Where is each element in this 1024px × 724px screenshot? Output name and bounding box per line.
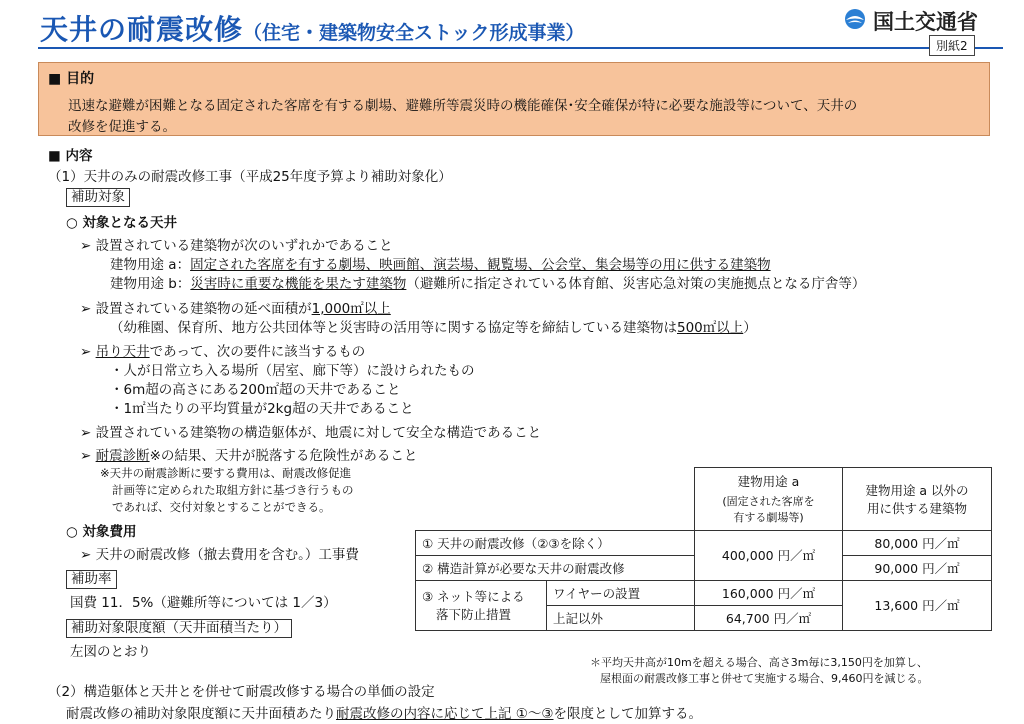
row2-label: ② 構造計算が必要な天井の耐震改修: [416, 555, 695, 580]
use-a-line: 建物用途 a：固定された客席を有する劇場、映画館、演芸場、観覧場、公会堂、集会場等の用に供する建築物: [110, 257, 771, 273]
limit-label: 補助対象限度額（天井面積当たり）: [66, 619, 292, 638]
subsidy-target-label: 補助対象: [66, 188, 130, 207]
diagnosis-note-3: であれば、交付対象とすることができる。: [112, 500, 331, 514]
ministry-logo-icon: [843, 8, 867, 30]
table-footnote-2: 屋根面の耐震改修工事と併せて実施する場合、9,460円を減じる。: [600, 672, 929, 685]
col-b-line2: 用に供する建築物: [866, 500, 967, 516]
col-a-subtitle2: 有する劇場等): [733, 511, 804, 525]
row2-value-b: 90,000 円／㎡: [843, 555, 992, 580]
col-b-line1: 建物用途 a 以外の: [865, 482, 969, 498]
page-subtitle: （住宅・建築物安全ストック形成事業）: [243, 22, 585, 44]
purpose-text-line1: 迅速な避難が困難となる固定された客席を有する劇場、避難所等震災時の機能確保･安全確保が特に必要な施設等について、天井の: [68, 98, 858, 114]
bullet-floor-area: ➢ 設置されている建築物の延べ面積が1,000㎡以上: [80, 301, 391, 317]
row3a-value-a: 160,000 円／㎡: [695, 580, 843, 605]
row3-label-line2: 落下防止措置: [436, 607, 512, 622]
diagnosis-note-1: ※天井の耐震診断に要する費用は、耐震改修促進: [100, 466, 352, 480]
target-ceiling-heading: ○ 対象となる天井: [66, 215, 177, 231]
item1-heading: （1）天井のみの耐震改修工事（平成25年度予算より補助対象化）: [48, 169, 452, 185]
row3b-value-a: 64,700 円／㎡: [695, 605, 843, 630]
table-row: [416, 530, 992, 555]
table-row: [416, 580, 992, 605]
page-title: 天井の耐震改修（住宅・建築物安全ストック形成事業）: [40, 13, 585, 46]
limit-text: 左図のとおり: [70, 644, 151, 660]
requirement-2: ・6m超の高さにある200㎡超の天井であること: [110, 382, 401, 398]
content-heading: ■ 内容: [48, 148, 93, 164]
floor-area-note: （幼稚園、保育所、地方公共団体等と災害時の活用等に関する協定等を締結している建築物は500㎡以上）: [110, 320, 757, 336]
bullet-structure-safe: ➢ 設置されている建築物の構造躯体が、地震に対して安全な構造であること: [80, 425, 542, 441]
title-divider: [38, 47, 1003, 49]
purpose-heading: ■ 目的: [48, 71, 95, 87]
bullet-seismic-diagnosis: ➢ 耐震診断※の結果、天井が脱落する危険性があること: [80, 448, 418, 464]
bullet-suspended-ceiling: ➢ 吊り天井であって、次の要件に該当するもの: [80, 344, 366, 360]
cost-item: ➢ 天井の耐震改修（撤去費用を含む。）工事費: [80, 547, 359, 563]
rate-text: 国費 11．5%（避難所等については 1／3）: [70, 595, 337, 611]
diagnosis-note-2: 計画等に定められた取組方針に基づき行うもの: [112, 483, 354, 497]
row1-value-b: 80,000 円／㎡: [843, 530, 992, 555]
row3-sub2: 上記以外: [547, 605, 695, 630]
item2-text: 耐震改修の補助対象限度額に天井面積あたり耐震改修の内容に応じて上記 ①～③を限度として加算する。: [66, 706, 702, 722]
table-footnote-1: ＊平均天井高が10mを超える場合、高さ3m毎に3,150円を加算し、: [590, 656, 928, 669]
header-use-a: [695, 468, 843, 531]
row3-value-b: 13,600 円／㎡: [843, 580, 992, 630]
table-header-row: [416, 468, 992, 531]
purpose-text-line2: 改修を促進する。: [68, 119, 176, 135]
ministry-name: 国土交通省: [873, 10, 978, 34]
requirement-3: ・1㎡当たりの平均質量が2kg超の天井であること: [110, 401, 414, 417]
bullet-building-use: ➢ 設置されている建築物が次のいずれかであること: [80, 238, 393, 254]
row3-label-line1: ③ ネット等による: [422, 589, 525, 604]
requirement-1: ・人が日常立ち入る場所（居室、廊下等）に設けられたもの: [110, 363, 475, 379]
limit-table: [415, 467, 992, 631]
row3-label: [416, 580, 547, 630]
attachment-badge: 別紙2: [929, 35, 975, 56]
use-b-line: 建物用途 b：災害時に重要な機能を果たす建築物（避難所に指定されている体育館、災害応急対策の実施拠点となる庁舎等）: [110, 276, 866, 292]
row1-label: ① 天井の耐震改修（②③を除く）: [416, 530, 695, 555]
header-use-b: [843, 468, 992, 531]
item2-heading: （2）構造躯体と天井とを併せて耐震改修する場合の単価の設定: [48, 684, 435, 700]
table-corner: [416, 468, 695, 531]
row12-value-a: 400,000 円／㎡: [695, 530, 843, 580]
rate-label: 補助率: [66, 570, 117, 589]
col-a-title: 建物用途 a: [737, 474, 800, 490]
col-a-subtitle: (固定された客席を: [722, 495, 815, 509]
row3-sub1: ワイヤーの設置: [547, 580, 695, 605]
cost-heading: ○ 対象費用: [66, 524, 137, 540]
